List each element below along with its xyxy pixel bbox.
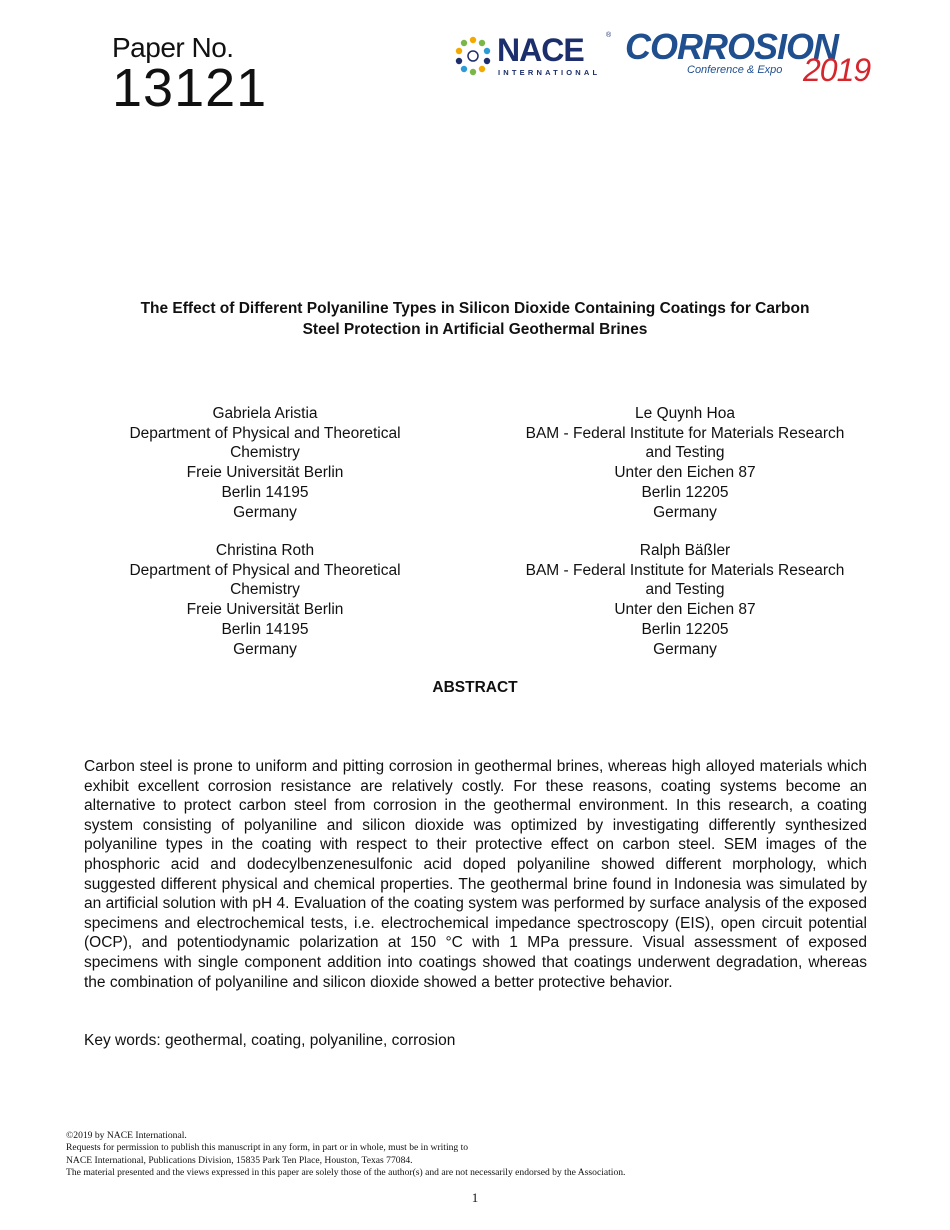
- conference-year: 2019: [803, 52, 871, 88]
- author-name: Christina Roth: [215, 542, 315, 559]
- abstract-heading: ABSTRACT: [432, 679, 518, 696]
- title-line-2: Steel Protection in Artificial Geothermal Brines: [302, 321, 648, 338]
- author-affiliation-line: Germany: [653, 503, 717, 521]
- title-line-1: The Effect of Different Polyaniline Types in Silicon Dioxide Containing Coatings for Carbon: [140, 300, 810, 317]
- corrosion-wordmark: CORROSION: [625, 26, 839, 67]
- paper-title: [60, 298, 890, 340]
- nace-wordmark: NACE: [497, 32, 584, 68]
- author-affiliation-line: Unter den Eichen 87: [614, 601, 756, 619]
- author-affiliation-line: Germany: [233, 640, 297, 658]
- footer-line: The material presented and the views expressed in this paper are solely those of the author(s) and are not necessarily endorsed by the Association.: [66, 1167, 626, 1179]
- author-name: Le Quynh Hoa: [635, 405, 735, 422]
- corrosion-2019-logo: [625, 26, 885, 88]
- paper-number-label: Paper No.: [112, 32, 234, 63]
- author-block-1: [105, 404, 425, 522]
- footer-line: Requests for permission to publish this manuscript in any form, in part or in whole, must be in writing to: [66, 1142, 469, 1154]
- abstract-body: Carbon steel is prone to uniform and pitting corrosion in geothermal brines, whereas high alloyed materials which exhibit excellent corrosion resistance are relatively costly. For these reasons, coating systems become an alternative to protect carbon steel from corrosion in the geothermal environment. In this research, a coating system consisting of polyaniline and silicon dioxide was optimized by investigating differently synthesized polyaniline types in the coating with respect to their protective effect on carbon steel. SEM images of the phosphoric acid and dodecylbenzenesulfonic acid doped polyaniline showed different morphology, which suggested different physical and chemical properties. The geothermal brine found in Indonesia was simulated by an artificial solution with pH 4. Evaluation of the coating system was performed by surface analysis of the exposed specimens and electrochemical tests, i.e. electrochemical impedance spectroscopy (EIS), open circuit potential (OCP), and potentiodynamic polarization at 150 °C with 1 MPa pressure. Visual assessment of exposed specimens with single component addition into coatings showed that coatings underwent degradation, whereas the combination of polyaniline and silicon dioxide showed a better protective behavior.: [84, 758, 867, 991]
- author-affiliation-line: Chemistry: [230, 581, 300, 599]
- footer-line: ©2019 by NACE International.: [66, 1130, 187, 1141]
- author-affiliation-line: BAM - Federal Institute for Materials Research: [525, 424, 845, 442]
- page-number: 1: [471, 1190, 479, 1205]
- author-affiliation-line: Freie Universität Berlin: [186, 464, 344, 482]
- author-affiliation-line: Germany: [233, 503, 297, 521]
- paper-number: 13121: [112, 58, 268, 118]
- nace-subtitle: INTERNATIONAL: [498, 68, 601, 77]
- copyright-footer: [66, 1130, 625, 1180]
- author-block-2: [500, 404, 870, 522]
- footer-line: NACE International, Publications Division, 15835 Park Ten Place, Houston, Texas 77084.: [66, 1154, 413, 1166]
- author-affiliation-line: Berlin 12205: [641, 483, 729, 501]
- author-name: Ralph Bäßler: [639, 542, 731, 559]
- author-name: Gabriela Aristia: [212, 405, 318, 422]
- author-affiliation-line: Department of Physical and Theoretical: [129, 561, 401, 579]
- nace-logo: [453, 32, 613, 82]
- nace-emblem-icon: [453, 34, 497, 84]
- conference-subtitle: Conference & Expo: [687, 64, 783, 76]
- author-affiliation-line: Germany: [653, 640, 717, 658]
- author-affiliation-line: Chemistry: [230, 444, 300, 462]
- author-affiliation-line: Berlin 12205: [641, 620, 729, 638]
- author-affiliation-line: Unter den Eichen 87: [614, 464, 756, 482]
- author-affiliation-line: Berlin 14195: [221, 483, 309, 501]
- author-affiliation-line: BAM - Federal Institute for Materials Research: [525, 561, 845, 579]
- author-affiliation-line: and Testing: [645, 444, 725, 462]
- author-affiliation-line: Department of Physical and Theoretical: [129, 424, 401, 442]
- author-block-4: [500, 541, 870, 659]
- nace-registered-mark: ®: [606, 32, 612, 39]
- author-affiliation-line: and Testing: [645, 581, 725, 599]
- author-affiliation-line: Berlin 14195: [221, 620, 309, 638]
- author-affiliation-line: Freie Universität Berlin: [186, 601, 344, 619]
- author-block-3: [105, 541, 425, 659]
- keywords: Key words: geothermal, coating, polyaniline, corrosion: [84, 1032, 456, 1049]
